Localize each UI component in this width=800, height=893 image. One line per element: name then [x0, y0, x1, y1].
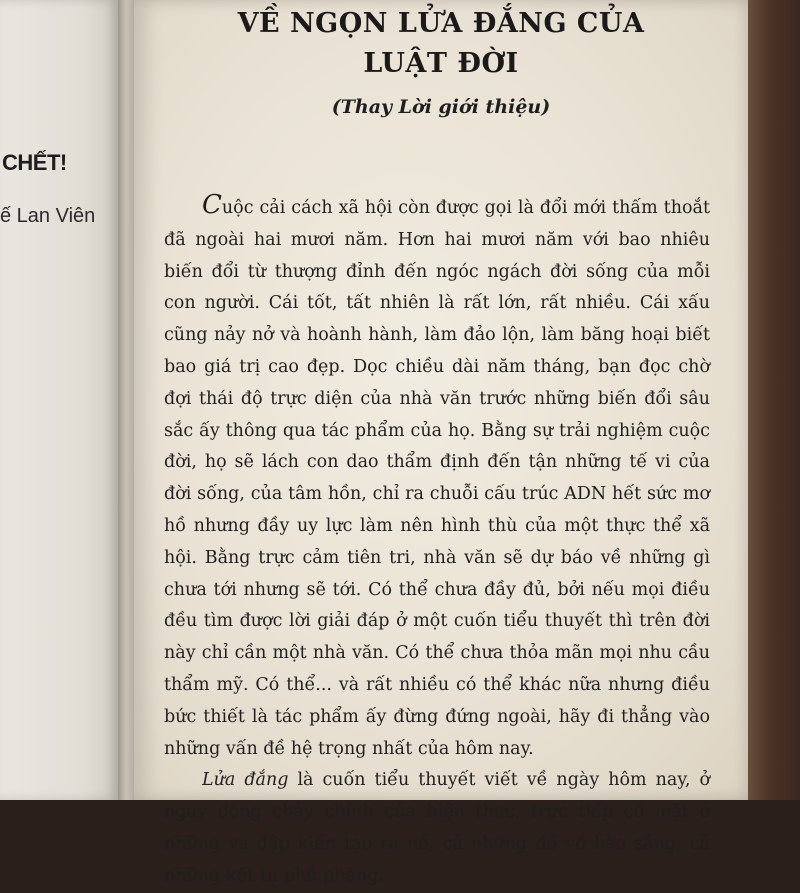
- left-page-author: ế Lan Viên: [0, 205, 96, 227]
- body-text: [164, 192, 710, 893]
- drop-cap: C: [202, 190, 222, 220]
- left-page: [0, 0, 118, 800]
- book-spine: [118, 0, 134, 800]
- paragraph-2: [164, 765, 710, 892]
- page-edge-shadow: [748, 0, 800, 800]
- paragraph-1-text: uộc cải cách xã hội còn được gọi là đổi mới thấm thoắt đã ngoài hai mươi năm. Hơn hai mươi năm với bao nhiêu biến đổi từ thượng đỉnh đến ngóc ngách đời sống của mỗi con người. Cái tốt, tất nhiên là rất lớn, rất nhiều. Cái xấu cũng nảy nở và hoành hành, làm đảo lộn, làm băng hoại biết bao giá trị cao đẹp. Dọc chiều dài năm tháng, bạn đọc chờ đợi thái độ trực diện của nhà văn trước những biến đổi sâu sắc ấy thông qua tác phẩm của họ. Bằng sự trải nghiệm cuộc đời, họ sẽ lách con dao thẩm định đến tận những tế vi của đời sống, của tâm hồn, chỉ ra chuỗi cấu trúc ADN hết sức mơ hồ nhưng đầy uy lực làm nên hình thù của một thực thể xã hội. Bằng trực cảm tiên tri, nhà văn sẽ dự báo về những gì chưa tới nhưng sẽ tới. Có thể chưa đầy đủ, bởi nếu mọi điều đều tìm được lời giải đáp ở một cuốn tiểu thuyết thì trên đời này chỉ cần một nhà văn. Có thể chưa thỏa mãn mọi nhu cầu thẩm mỹ. Có thể... và rất nhiều có thể khác nữa nhưng điều bức thiết là tác phẩm ấy đừng đứng ngoài, hãy đi thẳng vào những vấn đề hệ trọng nhất của hôm nay.: [164, 198, 710, 759]
- page-title-line-2: LUẬT ĐỜI: [363, 48, 519, 79]
- book-title-italic: Lửa đắng: [202, 770, 289, 791]
- paragraph-1: [164, 192, 710, 765]
- page-subtitle: (Thay Lời giới thiệu): [331, 96, 551, 118]
- main-page: [134, 0, 748, 886]
- left-page-heading: CHẾT!: [2, 150, 67, 175]
- paragraph-2-text: là cuốn tiểu thuyết viết về ngày hôm nay, ở ngay dòng chảy chính của hiện thực, trực tiếp có mặt ở những va đập kiến tạo ra nó, cả những đổ vỡ hào sảng, cả những kết tụ phũ phàng.: [164, 770, 710, 886]
- page-title-line-1: VỀ NGỌN LỬA ĐẮNG CỦA: [237, 8, 645, 39]
